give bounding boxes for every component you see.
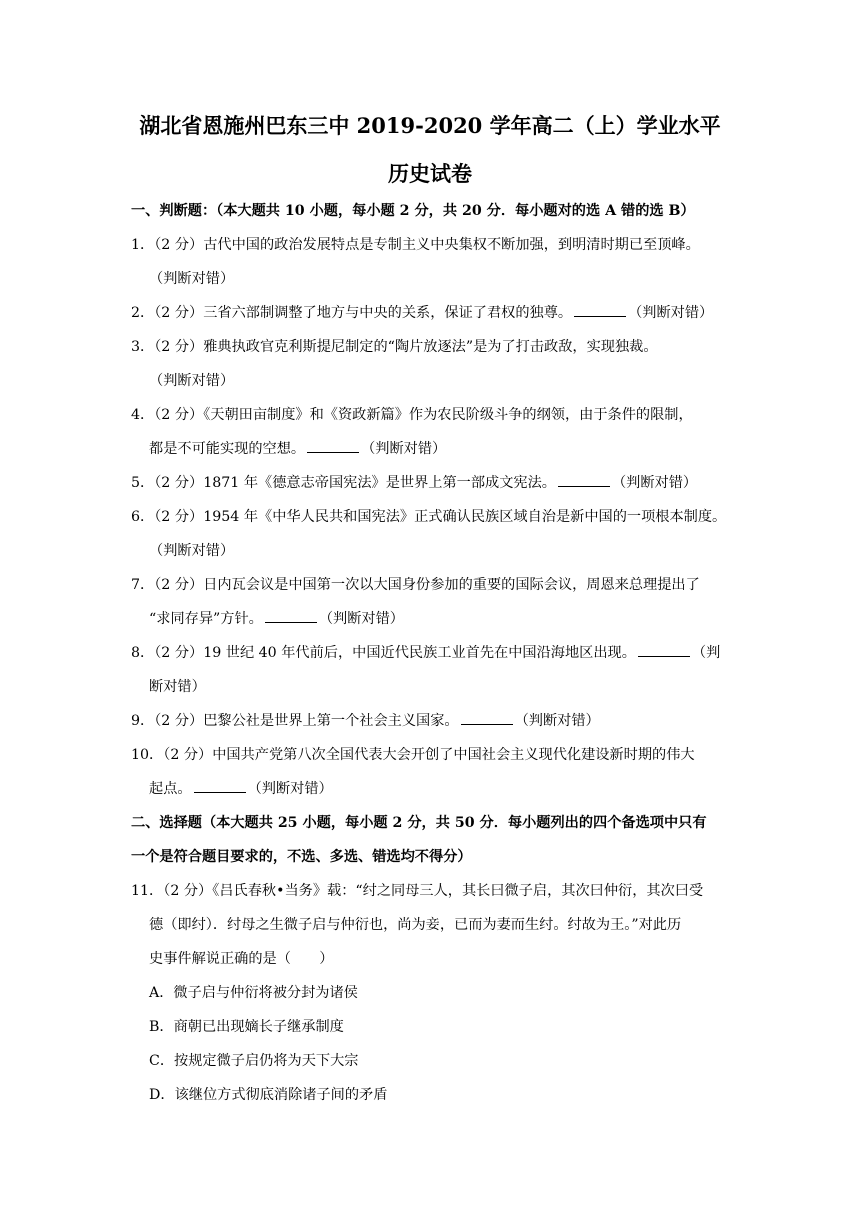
answer-blank — [574, 303, 626, 317]
question-1-line2: （判断对错） — [149, 271, 235, 287]
question-3-line2: （判断对错） — [149, 373, 235, 389]
question-8-line2: 断对错） — [149, 679, 206, 695]
question-10-text: 起点。 — [149, 781, 192, 797]
question-6-line2: （判断对错） — [149, 543, 235, 559]
question-9 — [131, 711, 600, 731]
question-7-tail: （判断对错） — [318, 611, 404, 627]
question-5 — [131, 473, 697, 493]
question-7-line2 — [149, 609, 404, 629]
section2-heading-line2: 一个是符合题目要求的，不选、多选、错选均不得分） — [131, 849, 472, 865]
question-3-line1: 3．（2 分）雅典执政官克利斯提尼制定的“陶片放逐法”是为了打击政敌，实现独裁。 — [131, 339, 658, 355]
answer-blank — [194, 779, 246, 793]
question-5-tail: （判断对错） — [611, 475, 698, 491]
question-9-tail: （判断对错） — [514, 713, 600, 729]
question-10-tail: （判断对错） — [247, 781, 333, 797]
question-2 — [131, 303, 713, 323]
question-5-text: 5．（2 分）1871 年《德意志帝国宪法》是世界上第一部成文宪法。 — [131, 475, 556, 491]
question-6-line1: 6．（2 分）1954 年《中华人民共和国宪法》正式确认民族区域自治是新中国的一项根本制度。 — [131, 509, 727, 525]
question-8-tail: （判 — [691, 645, 721, 661]
exam-title: 湖北省恩施州巴东三中 2019-2020 学年高二（上）学业水平 — [139, 113, 721, 138]
question-10-line2 — [149, 779, 333, 799]
answer-blank — [307, 439, 359, 453]
option-b: B．商朝已出现嫡长子继承制度 — [149, 1019, 344, 1035]
answer-blank — [638, 643, 690, 657]
option-d: D．该继位方式彻底消除诸子间的矛盾 — [149, 1087, 388, 1103]
question-2-text: 2．（2 分）三省六部制调整了地方与中央的关系，保证了君权的独尊。 — [131, 305, 573, 321]
question-7-text: “求同存异”方针。 — [149, 611, 263, 627]
question-4-line2 — [149, 439, 446, 459]
answer-blank — [461, 711, 513, 725]
question-4-tail: （判断对错） — [361, 441, 447, 457]
question-10-line1: 10．（2 分）中国共产党第八次全国代表大会开创了中国社会主义现代化建设新时期的伟大 — [131, 747, 695, 763]
question-4-text: 都是不可能实现的空想。 — [149, 441, 306, 457]
question-11-line3: 史事件解说正确的是（ ） — [149, 951, 334, 967]
question-8-text: 8．（2 分）19 世纪 40 年代前后，中国近代民族工业首先在中国沿海地区出现。 — [131, 645, 636, 661]
section2-heading-line1: 二、选择题（本大题共 25 小题，每小题 2 分，共 50 分．每小题列出的四个备选项中只有 — [131, 815, 707, 831]
question-2-tail: （判断对错） — [628, 305, 714, 321]
question-7-line1: 7．（2 分）日内瓦会议是中国第一次以大国身份参加的重要的国际会议，周恩来总理提出了 — [131, 577, 700, 593]
option-c: C．按规定微子启仍将为天下大宗 — [149, 1053, 359, 1069]
exam-subtitle: 历史试卷 — [388, 161, 472, 186]
answer-blank — [265, 609, 317, 623]
question-4-line1: 4．（2 分）《天朝田亩制度》和《资政新篇》作为农民阶级斗争的纲领，由于条件的限制， — [131, 407, 693, 423]
question-11-line2: 德（即纣）．纣母之生微子启与仲衍也，尚为妾，已而为妻而生纣。纣故为王。”对此历 — [149, 917, 682, 933]
question-11-line1: 11．（2 分）《吕氏春秋•当务》载：“纣之同母三人，其长曰微子启，其次曰仲衍，其次曰受 — [131, 883, 704, 899]
section1-heading: 一、判断题：（本大题共 10 小题，每小题 2 分，共 20 分．每小题对的选 A 错的选 B） — [131, 203, 695, 219]
question-1-line1: 1．（2 分）古代中国的政治发展特点是专制主义中央集权不断加强，到明清时期已至顶峰。 — [131, 237, 700, 253]
question-8-line1 — [131, 643, 720, 663]
answer-blank — [558, 473, 610, 487]
option-a: A．微子启与仲衍将被分封为诸侯 — [149, 985, 358, 1001]
question-9-text: 9．（2 分）巴黎公社是世界上第一个社会主义国家。 — [131, 713, 459, 729]
